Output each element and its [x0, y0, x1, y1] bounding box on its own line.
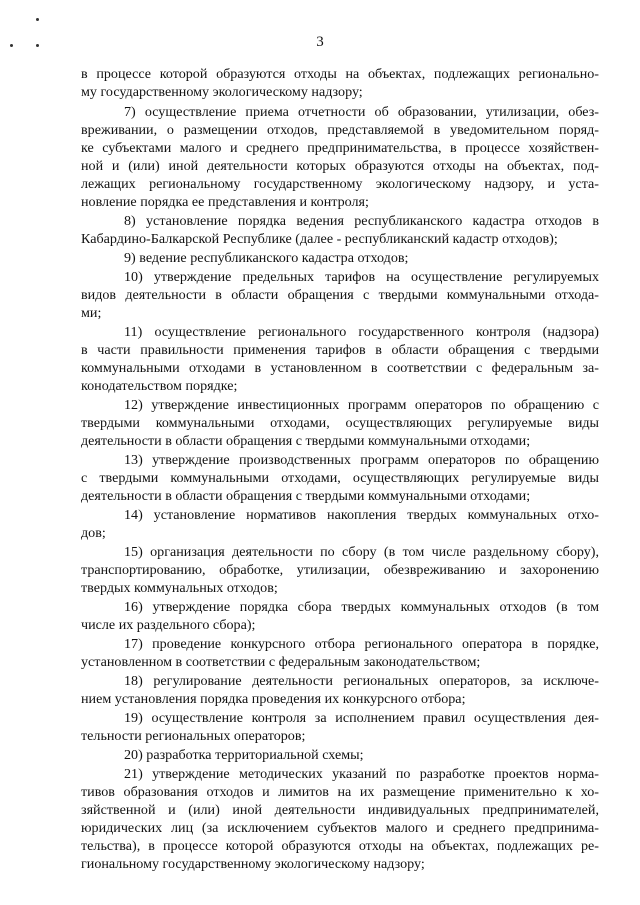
text-line: 12) утверждение инвестиционных программ операторов по обращению с: [124, 397, 599, 413]
text-line: ке субъектами малого и среднего предпринимательства, в процессе хозяйствен-: [81, 140, 599, 156]
text-line: 21) утверждение методических указаний по разработке проектов норма-: [124, 766, 599, 782]
text-line: ной и (или) иной деятельности которых образуются отходы на объектах, под-: [81, 158, 599, 174]
text-line: 8) установление порядка ведения республиканского кадастра отходов в: [124, 213, 599, 229]
text-line: 11) осуществление регионального государственного контроля (надзора): [124, 324, 599, 340]
text-line: тельности региональных операторов;: [81, 728, 306, 744]
text-line: конодательством порядке;: [81, 378, 238, 394]
text-line: вреживании, о размещении отходов, представляемой в уведомительном поряд-: [81, 122, 599, 138]
page-number: 3: [316, 34, 324, 50]
text-line: 13) утверждение производственных программ операторов по обращению: [124, 452, 599, 468]
text-line: числе их раздельного сбора);: [81, 617, 256, 633]
text-line: 7) осуществление приема отчетности об образовании, утилизации, обез-: [124, 104, 599, 120]
text-line: деятельности в области обращения с твердыми коммунальными отходами;: [81, 488, 531, 504]
text-line: деятельности в области обращения с твердыми коммунальными отходами;: [81, 433, 531, 449]
text-line: 14) установление нормативов накопления твердых коммунальных отхо-: [124, 507, 599, 523]
text-line: твердых коммунальных отходов;: [81, 580, 278, 596]
text-line: 19) осуществление контроля за исполнением правил осуществления дея-: [124, 710, 599, 726]
text-line: 9) ведение республиканского кадастра отходов;: [124, 250, 409, 266]
text-line: му государственному экологическому надзору;: [81, 84, 363, 100]
text-line: 20) разработка территориальной схемы;: [124, 747, 364, 763]
text-line: 18) регулирование деятельности региональных операторов, за исключе-: [124, 673, 599, 689]
text-line: 10) утверждение предельных тарифов на осуществление регулируемых: [124, 269, 599, 285]
text-line: с твердыми коммунальными отходами, осуществляющих регулируемые виды: [81, 470, 599, 486]
text-line: видов деятельности в области обращения с твердыми коммунальными отхода-: [81, 287, 599, 303]
text-line: Кабардино-Балкарской Республике (далее - республиканский кадастр отходов);: [81, 231, 558, 247]
text-line: транспортированию, обработке, утилизации, обезвреживанию и захоронению: [81, 562, 599, 578]
text-line: зяйственной и (или) иной деятельности индивидуальных предпринимателей,: [81, 802, 599, 818]
scan-dot: [36, 18, 39, 21]
text-line: тивов образования отходов и лимитов на их размещение применительно к хо-: [81, 784, 599, 800]
text-line: новление порядка ее представления и контроля;: [81, 194, 369, 210]
text-line: 17) проведение конкурсного отбора регионального оператора в порядке,: [124, 636, 599, 652]
text-line: в части правильности применения тарифов в области обращения с твердыми: [81, 342, 599, 358]
text-line: лежащих региональному государственному экологическому надзору, и уста-: [81, 176, 599, 192]
text-line: в процессе которой образуются отходы на объектах, подлежащих регионально-: [81, 66, 599, 82]
text-line: тельства), в процессе которой образуются отходы на объектах, подлежащих ре-: [81, 838, 599, 854]
text-line: юридических лиц (за исключением субъектов малого и среднего предпринима-: [81, 820, 599, 836]
text-line: гиональному государственному экологическому надзору;: [81, 856, 425, 872]
text-line: дов;: [81, 525, 106, 541]
text-line: твердыми коммунальными отходами, осуществляющих регулируемые виды: [81, 415, 599, 431]
text-line: ми;: [81, 305, 102, 321]
text-line: 16) утверждение порядка сбора твердых коммунальных отходов (в том: [124, 599, 599, 615]
text-line: нием установления порядка проведения их конкурсного отбора;: [81, 691, 466, 707]
text-line: установленном в соответствии с федеральным законодательством;: [81, 654, 481, 670]
text-line: 15) организация деятельности по сбору (в том числе раздельному сбору),: [124, 544, 599, 560]
text-line: коммунальными отходами в установленном в соответствии с федеральным за-: [81, 360, 599, 376]
